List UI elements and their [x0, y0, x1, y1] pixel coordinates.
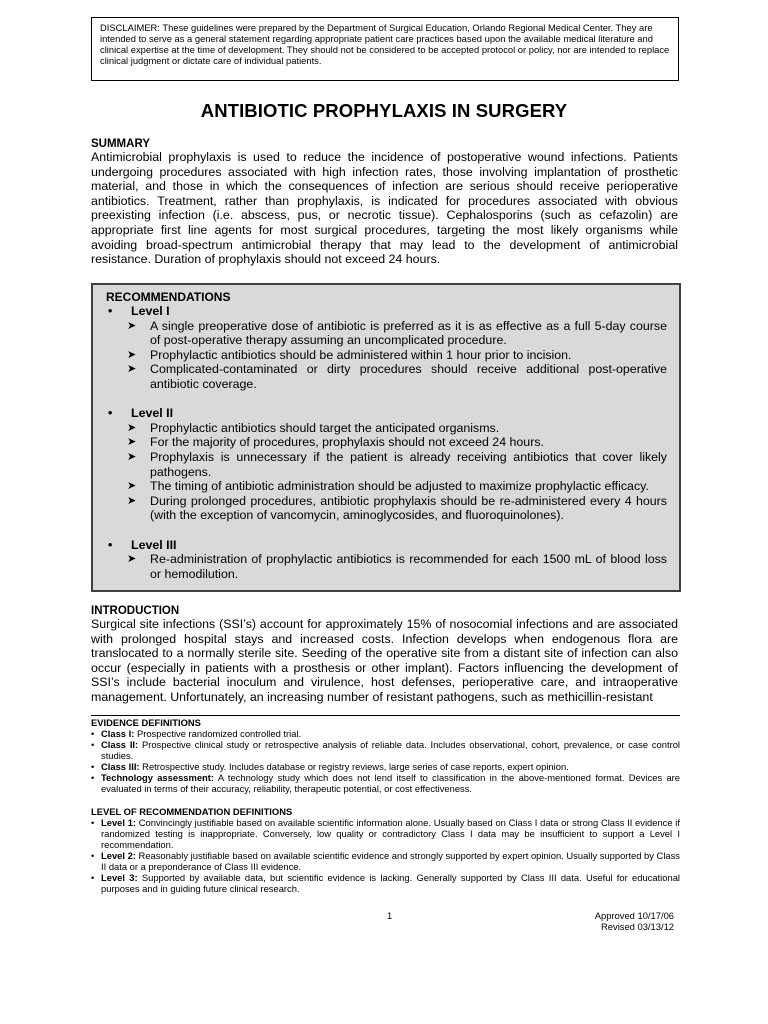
- approved-date: Approved 10/17/06: [594, 910, 674, 921]
- bullet-icon: •: [91, 772, 95, 783]
- level-label: Level I: [131, 304, 170, 318]
- bullet-icon: •: [91, 817, 95, 828]
- page-title: ANTIBIOTIC PROPHYLAXIS IN SURGERY: [200, 100, 568, 121]
- definition-item: • Class III: Retrospective study. Includes database or registry reviews, large series of case reports, expert opinion.: [91, 761, 569, 772]
- definition-item: • Level 1: Convincingly justifiable based on available scientific information alone. Usually based on Class I data or strong Class II evidence if randomized testing is inappropriate. Conversely, low quality or contradictory Class I data may be insufficient to support a Level I recommendation.: [91, 817, 680, 850]
- page-number: 1: [387, 910, 393, 921]
- introduction-section: [91, 605, 678, 705]
- arrow-bullet-icon: ➤: [127, 480, 137, 493]
- level-3-group: [106, 538, 667, 582]
- summary-section: [91, 138, 678, 267]
- definitions-section: [91, 717, 680, 894]
- arrow-bullet-icon: ➤: [127, 450, 137, 463]
- recommendations-heading: RECOMMENDATIONS: [106, 290, 231, 304]
- recommendation-item: ➤ The timing of antibiotic administration should be adjusted to maximize prophylactic efficacy.: [106, 479, 667, 494]
- introduction-text: Surgical site infections (SSI’s) account for approximately 15% of nosocomial infections and are associated with prolonged hospital stays and increased costs. Infection develops when endogenous flora are translocated to a normally sterile site. Seeding of the operative site from a distant site of infection can also occur (especially in patients with a prosthesis or other implant). Factors influencing the development of SSI’s include bacterial inoculum and virulence, host defenses, perioperative care, and intraoperative management. Unfortunately, an increasing number of resistant pathogens, such as methicillin-resistant: [91, 617, 678, 704]
- level-1-group: [106, 304, 667, 392]
- bullet-icon: •: [108, 406, 113, 421]
- arrow-bullet-icon: ➤: [127, 436, 137, 449]
- level-label: Level II: [131, 406, 174, 421]
- bullet-icon: •: [91, 761, 95, 772]
- arrow-bullet-icon: ➤: [127, 421, 137, 434]
- bullet-icon: •: [91, 728, 95, 739]
- arrow-bullet-icon: ➤: [127, 319, 137, 332]
- introduction-heading: INTRODUCTION: [91, 605, 180, 617]
- recommendation-item: ➤ For the majority of procedures, prophylaxis should not exceed 24 hours.: [106, 435, 667, 450]
- bullet-icon: •: [108, 304, 113, 318]
- revised-date: Revised 03/13/12: [601, 921, 674, 932]
- bullet-icon: •: [91, 739, 95, 750]
- definition-item: • Technology assessment: A technology study which does not lend itself to classification in the above-mentioned format. Devices are evaluated in terms of their accuracy, reliability, therapeutic potential, or cost effectiveness.: [91, 772, 680, 794]
- recommendation-definitions-heading: LEVEL OF RECOMMENDATION DEFINITIONS: [91, 806, 293, 817]
- summary-heading: SUMMARY: [91, 138, 150, 150]
- definition-item: • Class I: Prospective randomized controlled trial.: [91, 728, 302, 739]
- definition-item: • Class II: Prospective clinical study or retrospective analysis of reliable data. Includes observational, cohort, prevalence, or case control studies.: [91, 739, 680, 761]
- recommendation-definitions-list: [91, 817, 680, 894]
- bullet-icon: •: [91, 872, 95, 883]
- arrow-bullet-icon: ➤: [127, 348, 137, 361]
- level-2-group: [106, 406, 667, 523]
- level-label: Level III: [131, 537, 177, 552]
- recommendation-item: ➤ A single preoperative dose of antibiotic is preferred as it is as effective as a full 5-day course of post-operative therapy assuming an uncomplicated procedure.: [106, 319, 667, 348]
- arrow-bullet-icon: ➤: [127, 494, 137, 507]
- recommendation-item: ➤ Prophylactic antibiotics should target the anticipated organisms.: [106, 421, 667, 436]
- recommendation-item: ➤ Prophylactic antibiotics should be administered within 1 hour prior to incision.: [106, 348, 667, 363]
- arrow-bullet-icon: ➤: [127, 363, 137, 376]
- bullet-icon: •: [108, 537, 113, 552]
- definition-item: • Level 2: Reasonably justifiable based on available scientific evidence and strongly supported by expert opinion. Usually supported by Class II data or a preponderance of Class III evidence.: [91, 850, 680, 872]
- recommendation-item: ➤ Complicated-contaminated or dirty procedures should receive additional post-operative antibiotic coverage.: [106, 362, 667, 391]
- evidence-definitions-heading: EVIDENCE DEFINITIONS: [91, 717, 201, 728]
- recommendation-item: ➤ During prolonged procedures, antibiotic prophylaxis should be re-administered every 4 hours (with the exception of vancomycin, aminoglycosides, and fluoroquinolones).: [106, 494, 667, 523]
- bullet-icon: •: [91, 850, 95, 861]
- recommendation-item: ➤ Prophylaxis is unnecessary if the patient is already receiving antibiotics that cover likely pathogens.: [106, 450, 667, 479]
- recommendations-box: [91, 283, 681, 592]
- footnote-divider: [91, 715, 680, 716]
- summary-text: Antimicrobial prophylaxis is used to reduce the incidence of postoperative wound infections. Patients undergoing procedures associated with high infection rates, those involving implantation of prosthetic material, and those in which the consequences of infection are serious should receive perioperative antibiotics. Treatment, rather than prophylaxis, is indicated for procedures associated with obvious preexisting infection (i.e. abscess, pus, or necrotic tissue). Cephalosporins (such as cefazolin) are appropriate first line agents for most surgical procedures, targeting the most likely organisms while avoiding broad-spectrum antimicrobial therapy that may lead to the development of antimicrobial resistance. Duration of prophylaxis should not exceed 24 hours.: [91, 150, 678, 267]
- definition-item: • Level 3: Supported by available data, but scientific evidence is lacking. Generally supported by Class III data. Useful for educational purposes and in guiding future clinical research.: [91, 872, 680, 894]
- disclaimer-text: DISCLAIMER: These guidelines were prepared by the Department of Surgical Education, Orlando Regional Medical Center. They are intended to serve as a general statement regarding appropriate patient care practices based upon the available medical literature and clinical expertise at the time of development. They should not be considered to be accepted protocol or policy, nor are intended to replace clinical judgment or dictate care of individual patients.: [100, 22, 670, 66]
- arrow-bullet-icon: ➤: [127, 553, 137, 566]
- revision-info: [595, 910, 674, 932]
- recommendation-item: ➤ Re-administration of prophylactic antibiotics is recommended for each 1500 mL of blood loss or hemodilution.: [106, 552, 667, 581]
- disclaimer-box: [91, 17, 679, 81]
- evidence-definitions-list: [91, 728, 680, 794]
